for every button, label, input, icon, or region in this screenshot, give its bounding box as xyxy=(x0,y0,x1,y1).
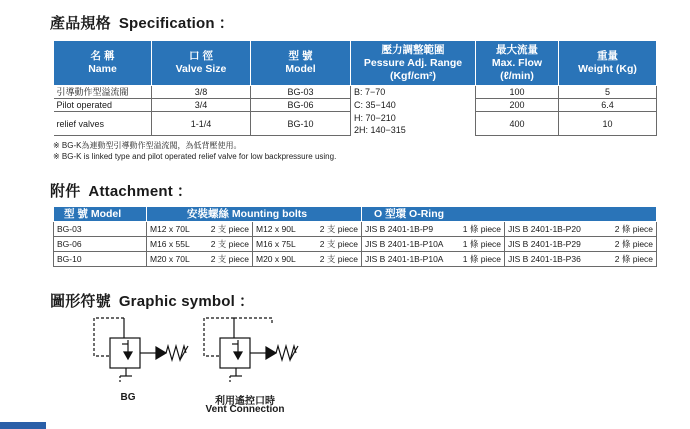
att-bolt1-qty: 2 支 piece xyxy=(203,237,253,252)
att-bolt2-qty: 2 支 piece xyxy=(307,252,362,267)
spec-title-colon: ： xyxy=(218,15,234,32)
header-pressure: 壓力調整範圍 Pessure Adj. Range (Kgf/cm²) xyxy=(351,41,476,86)
attachment-title-cjk: 附件 xyxy=(50,182,81,200)
bg-relief-valve-symbol xyxy=(90,312,200,392)
name-line-cjk: 引導動作型溢流閥 xyxy=(54,86,152,99)
name-line-en-2: relief valves xyxy=(54,112,152,136)
valve-arrow-head xyxy=(124,352,132,359)
model-cell: BG-10 xyxy=(251,112,351,136)
att-bolt2: M20 x 90L xyxy=(253,252,307,267)
att-bolt1-qty: 2 支 piece xyxy=(203,222,253,237)
weight-cell: 5 xyxy=(559,86,657,99)
vent-connection-symbol xyxy=(200,312,310,392)
att-model: BG-06 xyxy=(54,237,147,252)
header-weight: 重量 Weight (Kg) xyxy=(559,41,657,86)
pilot-direction-arrow xyxy=(266,347,276,359)
note-cjk: ※ BG-K為連動型引導動作型溢流閥，為低背壓使用。 xyxy=(53,141,242,150)
att-ring1: JIS B 2401-1B-P10A xyxy=(362,237,455,252)
attachment-row xyxy=(54,252,657,267)
att-ring1-qty: 1 條 piece xyxy=(455,252,505,267)
header-max-flow: 最大流量 Max. Flow (ℓ/min) xyxy=(476,41,559,86)
weight-cell: 10 xyxy=(559,112,657,136)
flow-cell: 200 xyxy=(476,99,559,112)
valve-size-cell: 3/8 xyxy=(152,86,251,99)
attachment-header-row xyxy=(54,207,657,222)
att-ring2: JIS B 2401-1B-P36 xyxy=(505,252,595,267)
att-bolt2-qty: 2 支 piece xyxy=(307,237,362,252)
attachment-title-en: Attachment xyxy=(88,183,173,200)
header-model: 型 號 Model xyxy=(251,41,351,86)
attachment-title-colon: ： xyxy=(176,183,193,200)
att-header-oring: O 型環 O-Ring xyxy=(362,207,657,222)
att-header-bolts: 安裝螺絲 Mounting bolts xyxy=(147,207,362,222)
weight-cell: 6.4 xyxy=(559,99,657,112)
att-bolt1: M20 x 70L xyxy=(147,252,203,267)
att-bolt1-qty: 2 支 piece xyxy=(203,252,253,267)
graphic-title-cjk: 圖形符號 xyxy=(50,292,111,310)
spring-icon xyxy=(166,346,186,360)
attachment-section-title xyxy=(50,180,192,201)
vent-line-dashed xyxy=(234,318,272,324)
valve-size-cell: 1-1/4 xyxy=(152,112,251,136)
header-name: 名 稱 Name xyxy=(54,41,152,86)
flow-cell: 400 xyxy=(476,112,559,136)
spec-header-row xyxy=(54,41,657,86)
att-ring1-qty: 1 條 piece xyxy=(455,237,505,252)
graphic-section-title xyxy=(50,290,254,311)
valve-arrow-head xyxy=(234,352,242,359)
attachment-row xyxy=(54,237,657,252)
model-cell: BG-03 xyxy=(251,86,351,99)
att-bolt1: M16 x 55L xyxy=(147,237,203,252)
spec-title-cjk: 產品規格 xyxy=(50,14,111,32)
spec-row xyxy=(54,99,657,112)
model-cell: BG-06 xyxy=(251,99,351,112)
att-ring2-qty: 2 條 piece xyxy=(595,237,657,252)
pilot-direction-arrow xyxy=(156,347,166,359)
graphic-title-colon: ： xyxy=(238,293,255,310)
att-ring2-qty: 2 條 piece xyxy=(595,222,657,237)
att-ring1-qty: 1 條 piece xyxy=(455,222,505,237)
flow-cell: 100 xyxy=(476,86,559,99)
spring-icon xyxy=(276,346,296,360)
att-model: BG-03 xyxy=(54,222,147,237)
att-bolt2: M16 x 75L xyxy=(253,237,307,252)
bg-symbol-label: BG xyxy=(120,392,136,403)
header-valve-size: 口 徑 Valve Size xyxy=(152,41,251,86)
pressure-extra: 2H: 140−315 xyxy=(354,124,406,135)
att-ring1: JIS B 2401-1B-P9 xyxy=(362,222,455,237)
specification-table xyxy=(53,40,657,136)
note-en: ※ BG-K is linked type and pilot operated relief valve for low backpressure using. xyxy=(53,152,337,161)
att-model: BG-10 xyxy=(54,252,147,267)
pressure-cell: H: 70−210 2H: 140−315 xyxy=(351,112,476,136)
spec-row xyxy=(54,112,657,136)
graphic-title-en: Graphic symbol xyxy=(118,293,235,310)
pressure-cell: C: 35−140 xyxy=(351,99,476,112)
vent-label-en: Vent Connection xyxy=(205,404,285,415)
att-ring2-qty: 2 條 piece xyxy=(595,252,657,267)
name-line-en: Pilot operated xyxy=(54,99,152,112)
att-header-model: 型 號 Model xyxy=(54,207,147,222)
vent-label-cjk: 利用遙控口時 xyxy=(215,396,275,407)
att-ring2: JIS B 2401-1B-P20 xyxy=(505,222,595,237)
att-ring2: JIS B 2401-1B-P29 xyxy=(505,237,595,252)
attachment-table xyxy=(53,206,657,267)
spec-title-en: Specification xyxy=(118,15,215,32)
pilot-line-dashed xyxy=(204,318,234,356)
pilot-line-dashed xyxy=(94,318,124,356)
att-bolt1: M12 x 70L xyxy=(147,222,203,237)
att-bolt2: M12 x 90L xyxy=(253,222,307,237)
pressure-cell: B: 7−70 xyxy=(351,86,476,99)
spec-row xyxy=(54,86,657,99)
att-ring1: JIS B 2401-1B-P10A xyxy=(362,252,455,267)
spec-section-title xyxy=(50,12,234,33)
valve-size-cell: 3/4 xyxy=(152,99,251,112)
attachment-row xyxy=(54,222,657,237)
att-bolt2-qty: 2 支 piece xyxy=(307,222,362,237)
page-corner-accent xyxy=(0,422,46,429)
